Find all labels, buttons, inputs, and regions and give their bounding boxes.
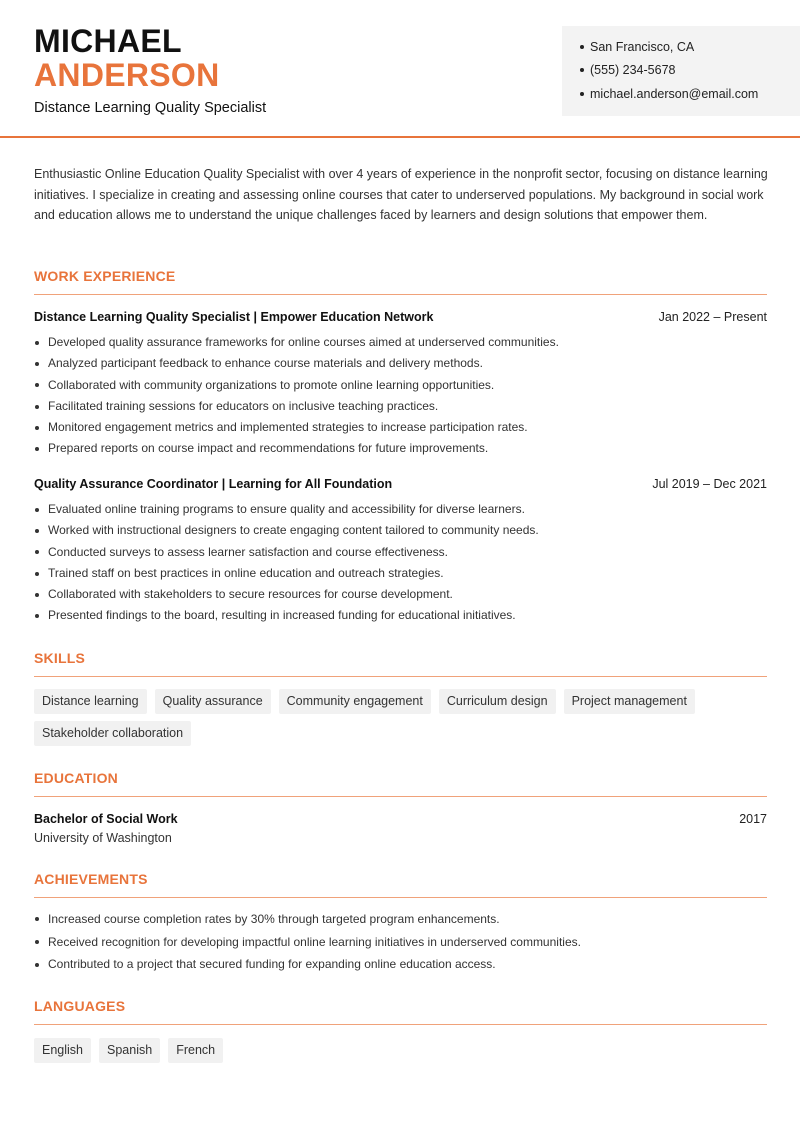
bullet-icon (35, 508, 39, 512)
list-item-text: Developed quality assurance frameworks for online courses aimed at underserved communities. (48, 335, 559, 349)
job-title: Distance Learning Quality Specialist (34, 100, 267, 116)
list-item-text: Collaborated with community organizations to promote online learning opportunities. (48, 377, 495, 392)
bullet-icon (580, 92, 584, 96)
bullet-icon (35, 383, 39, 387)
job-header (34, 310, 767, 324)
section-divider (34, 796, 767, 797)
list-item-text: Trained staff on best practices in online education and outreach strategies. (48, 565, 444, 580)
job-dates: Jan 2022 – Present (658, 310, 767, 324)
language-tag: French (168, 1038, 223, 1063)
education-year: 2017 (739, 812, 767, 826)
bullet-icon (35, 550, 39, 554)
skill-tag: Distance learning (34, 689, 147, 714)
bullet-icon (580, 45, 584, 49)
list-item-text: Presented findings to the board, resulting in increased funding for educational initiatives. (48, 608, 516, 623)
last-name: ANDERSON (34, 57, 220, 93)
bullet-icon (35, 341, 39, 345)
contact-location-text: San Francisco, CA (590, 40, 695, 54)
bullet-icon (35, 917, 39, 921)
list-item (34, 542, 767, 563)
list-item (34, 332, 767, 353)
list-item (34, 563, 767, 584)
list-item-text: Prepared reports on course impact and recommendations for future improvements. (48, 441, 489, 456)
resume-header (0, 0, 800, 138)
contact-email (580, 87, 758, 101)
bullet-icon (35, 426, 39, 430)
bullet-icon (35, 362, 39, 366)
contact-phone-text: (555) 234-5678 (590, 63, 676, 77)
skill-tag: Stakeholder collaboration (34, 721, 191, 746)
skill-tag: Community engagement (279, 689, 431, 714)
section-divider (34, 897, 767, 898)
achievements-list (34, 908, 767, 976)
contact-phone (580, 63, 675, 77)
contact-box (562, 26, 800, 116)
list-item (34, 438, 767, 459)
section-divider (34, 676, 767, 677)
job-bullets (34, 332, 767, 460)
list-item-text: Contributed to a project that secured funding for expanding online education access. (48, 957, 496, 972)
job-header (34, 477, 767, 491)
section-divider (34, 294, 767, 295)
list-item-text: Conducted surveys to assess learner satisfaction and course effectiveness. (48, 544, 448, 559)
contact-location (580, 40, 694, 54)
first-name: MICHAEL (34, 23, 182, 59)
list-item-text: Analyzed participant feedback to enhance course materials and delivery methods. (48, 356, 483, 371)
languages-list (34, 1038, 767, 1063)
skill-tag: Curriculum design (439, 689, 556, 714)
bullet-icon (35, 405, 39, 409)
list-item-text: Monitored engagement metrics and implemented strategies to increase participation rates. (48, 420, 528, 435)
education-school: University of Washington (34, 831, 172, 845)
language-tag: English (34, 1038, 91, 1063)
summary: Enthusiastic Online Education Quality Specialist with over 4 years of experience in the nonprofit sector, focusing on distance learning initiatives. I specialize in creating and assessing online courses that cater to underserved populations. My background in social work and education allows me to understand the unique challenges faced by learners and design solutions that empower them. (34, 167, 768, 222)
list-item-text: Worked with instructional designers to create engaging content tailored to community needs. (48, 523, 539, 538)
language-tag: Spanish (99, 1038, 160, 1063)
list-item-text: Received recognition for developing impactful online learning initiatives in underserved communities. (48, 934, 581, 949)
skill-tag: Quality assurance (155, 689, 271, 714)
job-bullets (34, 499, 767, 627)
list-item-text: Evaluated online training programs to ensure quality and accessibility for diverse learners. (48, 502, 525, 516)
bullet-icon (35, 447, 39, 451)
list-item (34, 584, 767, 605)
list-item (34, 953, 767, 976)
skills-list (34, 689, 767, 746)
section-title-skills: SKILLS (34, 650, 85, 666)
list-item (34, 499, 767, 520)
job-role: Distance Learning Quality Specialist | Empower Education Network (34, 310, 434, 324)
section-divider (34, 1024, 767, 1025)
list-item (34, 908, 767, 931)
bullet-icon (35, 963, 39, 967)
job-dates: Jul 2019 – Dec 2021 (652, 477, 767, 491)
list-item (34, 396, 767, 417)
list-item (34, 931, 767, 954)
bullet-icon (35, 940, 39, 944)
job-role: Quality Assurance Coordinator | Learning for All Foundation (34, 477, 393, 491)
section-title-languages: LANGUAGES (34, 998, 126, 1014)
bullet-icon (35, 572, 39, 576)
section-title-work: WORK EXPERIENCE (34, 268, 176, 284)
list-item (34, 605, 767, 626)
bullet-icon (580, 68, 584, 72)
list-item (34, 520, 767, 541)
list-item-text: Facilitated training sessions for educators on inclusive teaching practices. (48, 398, 439, 413)
list-item (34, 375, 767, 396)
skill-tag: Project management (564, 689, 695, 714)
list-item (34, 417, 767, 438)
bullet-icon (35, 593, 39, 597)
contact-email-text: michael.anderson@email.com (590, 87, 759, 101)
bullet-icon (35, 529, 39, 533)
education-degree: Bachelor of Social Work (34, 812, 178, 826)
section-title-education: EDUCATION (34, 770, 118, 786)
bullet-icon (35, 614, 39, 618)
list-item-text: Increased course completion rates by 30% through targeted program enhancements. (48, 912, 500, 926)
list-item (34, 353, 767, 374)
list-item-text: Collaborated with stakeholders to secure resources for course development. (48, 587, 453, 602)
section-title-achievements: ACHIEVEMENTS (34, 871, 148, 887)
